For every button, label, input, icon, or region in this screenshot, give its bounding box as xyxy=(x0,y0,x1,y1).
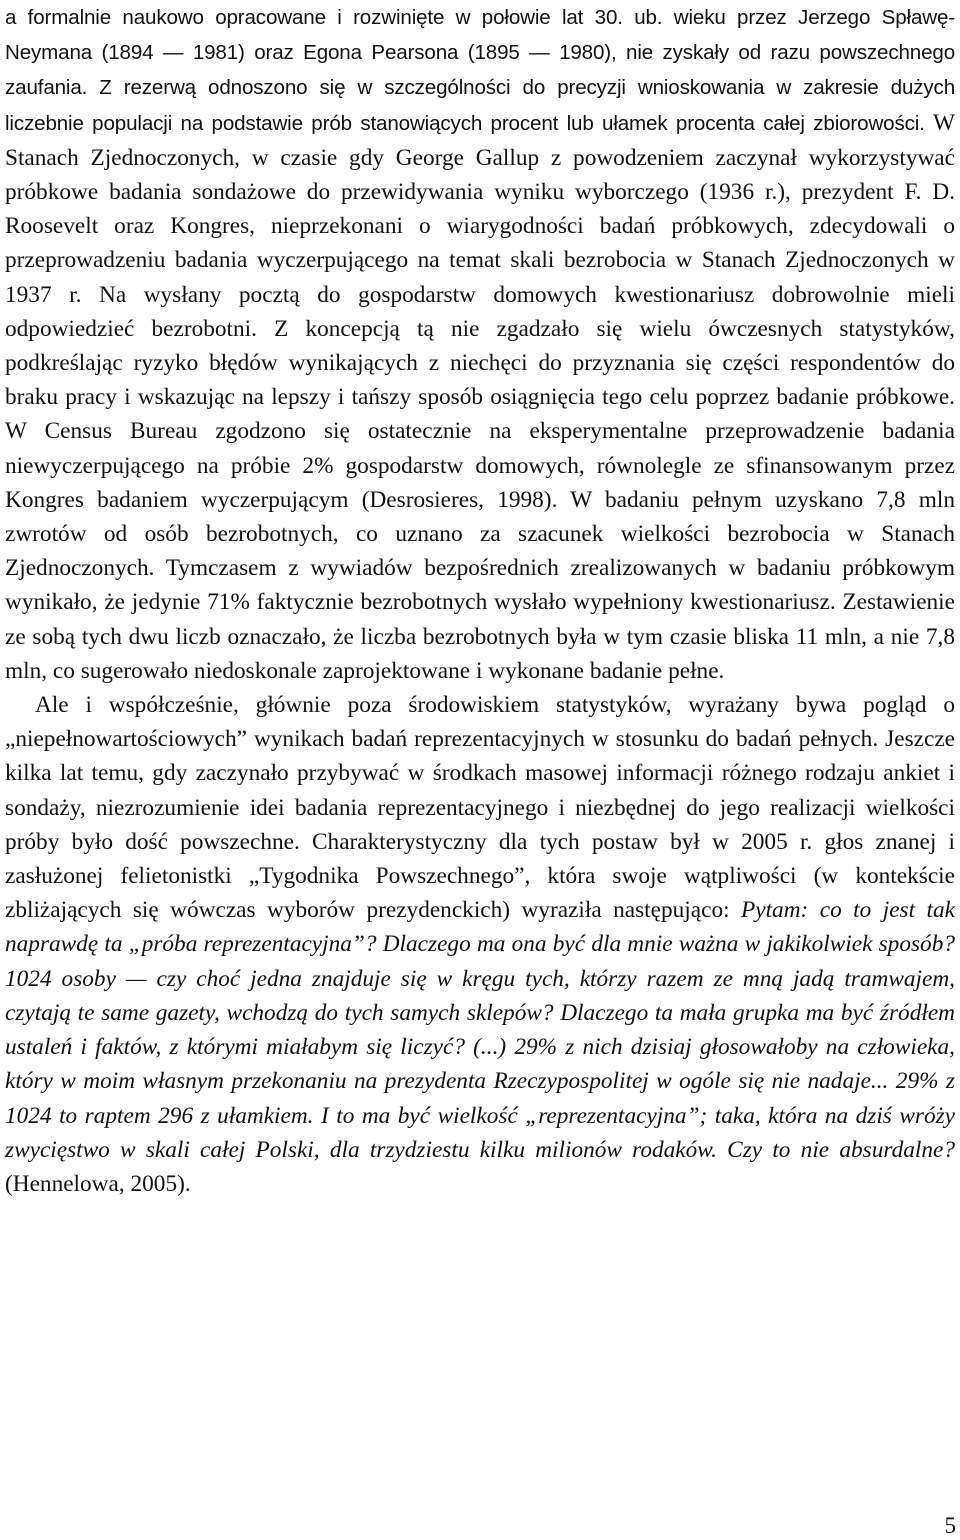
paragraph-2 xyxy=(5,688,955,1201)
body-text xyxy=(5,0,955,1224)
quotation: Pytam: co to jest tak naprawdę ta „próba reprezentacyjna”? Dlaczego ma ona być dla mnie ważna w jakikolwiek sposób? 1024 osoby — czy choć jedna znajduje się w kręgu tych, którzy razem ze mną jadą tramwajem, czytają te same gazety, wchodzą do tych samych sklepów? Dlaczego ta mała grupka ma być źródłem ustaleń i faktów, z którymi miałabym się liczyć? (...) 29% z nich dzisiaj głosowałoby na człowieka, który w moim własnym przekonaniu na prezydenta Rzeczypospolitej w ogóle się nie nadaje... 29% z 1024 to raptem 296 z ułamkiem. I to ma być wielkość „reprezentacyjna”; taka, która na dziś wróży zwycięstwo w skali całej Polski, dla trzydziestu kilku milionów rodaków. Czy to nie absurdalne? xyxy=(5,897,955,1163)
paragraph-1-continuation: W Stanach Zjednoczonych, w czasie gdy George Gallup z powodzeniem zaczynał wykorzystywać próbkowe badania sondażowe do przewidywania wyniku wyborczego (1936 r.), prezydent F. D. Roosevelt oraz Kongres, nieprzekonani o wiarygodności badań próbkowych, zdecydowali o przeprowadzeniu badania wyczerpującego na temat skali bezrobocia w Stanach Zjednoczonych w 1937 r. Na wysłany pocztą do gospodarstw domowych kwestionariusz dobrowolnie mieli odpowiedzieć bezrobotni. Z koncepcją tą nie zgadzało się wielu ówczesnych statystyków, podkreślając ryzyko błędów wynikających z niechęci do przyznania się części respondentów do braku pracy i wskazując na lepszy i tańszy sposób osiągnięcia tego celu poprzez badanie próbkowe. W Census Bureau zgodzono się ostatecznie na eksperymentalne przeprowadzenie badania niewyczerpującego na próbie 2% gospodarstw domowych, równolegle ze sfinansowanym przez Kongres badaniem wyczerpującym (Desrosieres, 1998). W badaniu pełnym uzyskano 7,8 mln zwrotów od osób bezrobotnych, co uznano za szacunek wielkości bezrobocia w Stanach Zjednoczonych. Tymczasem z wywiadów bezpośrednich zrealizowanych w badaniu próbkowym wynikało, że jedynie 71% faktycznie bezrobotnych wysłało wypełniony kwestionariusz. Zestawienie ze sobą tych dwu liczb oznaczało, że liczba bezrobotnych była w tym czasie bliska 11 mln, a nie 7,8 mln, co sugerowało niedoskonale zaprojektowane i wykonane badanie pełne. xyxy=(5,109,955,684)
paragraph-1 xyxy=(5,0,955,688)
citation: (Hennelowa, 2005). xyxy=(5,1170,191,1197)
paragraph-2-intro: Ale i współcześnie, głównie poza środowiskiem statystyków, wyrażany bywa pogląd o „niepełnowartościowych” wynikach badań reprezentacyjnych w stosunku do badań pełnych. Jeszcze kilka lat temu, gdy zaczynało przybywać w środkach masowej informacji różnego rodzaju ankiet i sondaży, niezrozumienie idei badania reprezentacyjnego i niezbędnej do jego realizacji wielkości próby było dość powszechne. Charakterystyczny dla tych postaw był w 2005 r. głos znanej i zasłużonej felietonistki „Tygodnika Powszechnego”, która swoje wątpliwości (w kontekście zbliżających się wówczas wyborów prezydenckich) wyraziła następująco: xyxy=(5,692,955,924)
page-number: 5 xyxy=(944,1513,956,1538)
paragraph-1-opening: a formalnie naukowo opracowane i rozwinięte w połowie lat 30. ub. wieku przez Jerzego Spławę-Neymana (1894 — 1981) oraz Egona Pearsona (1895 — 1980), nie zyskały od razu powszechnego zaufania. Z rezerwą odnoszono się w szczególności do precyzji wnioskowania w zakresie dużych liczebnie populacji na podstawie prób stanowiących procent lub ułamek procenta całej zbiorowości. xyxy=(5,6,955,135)
